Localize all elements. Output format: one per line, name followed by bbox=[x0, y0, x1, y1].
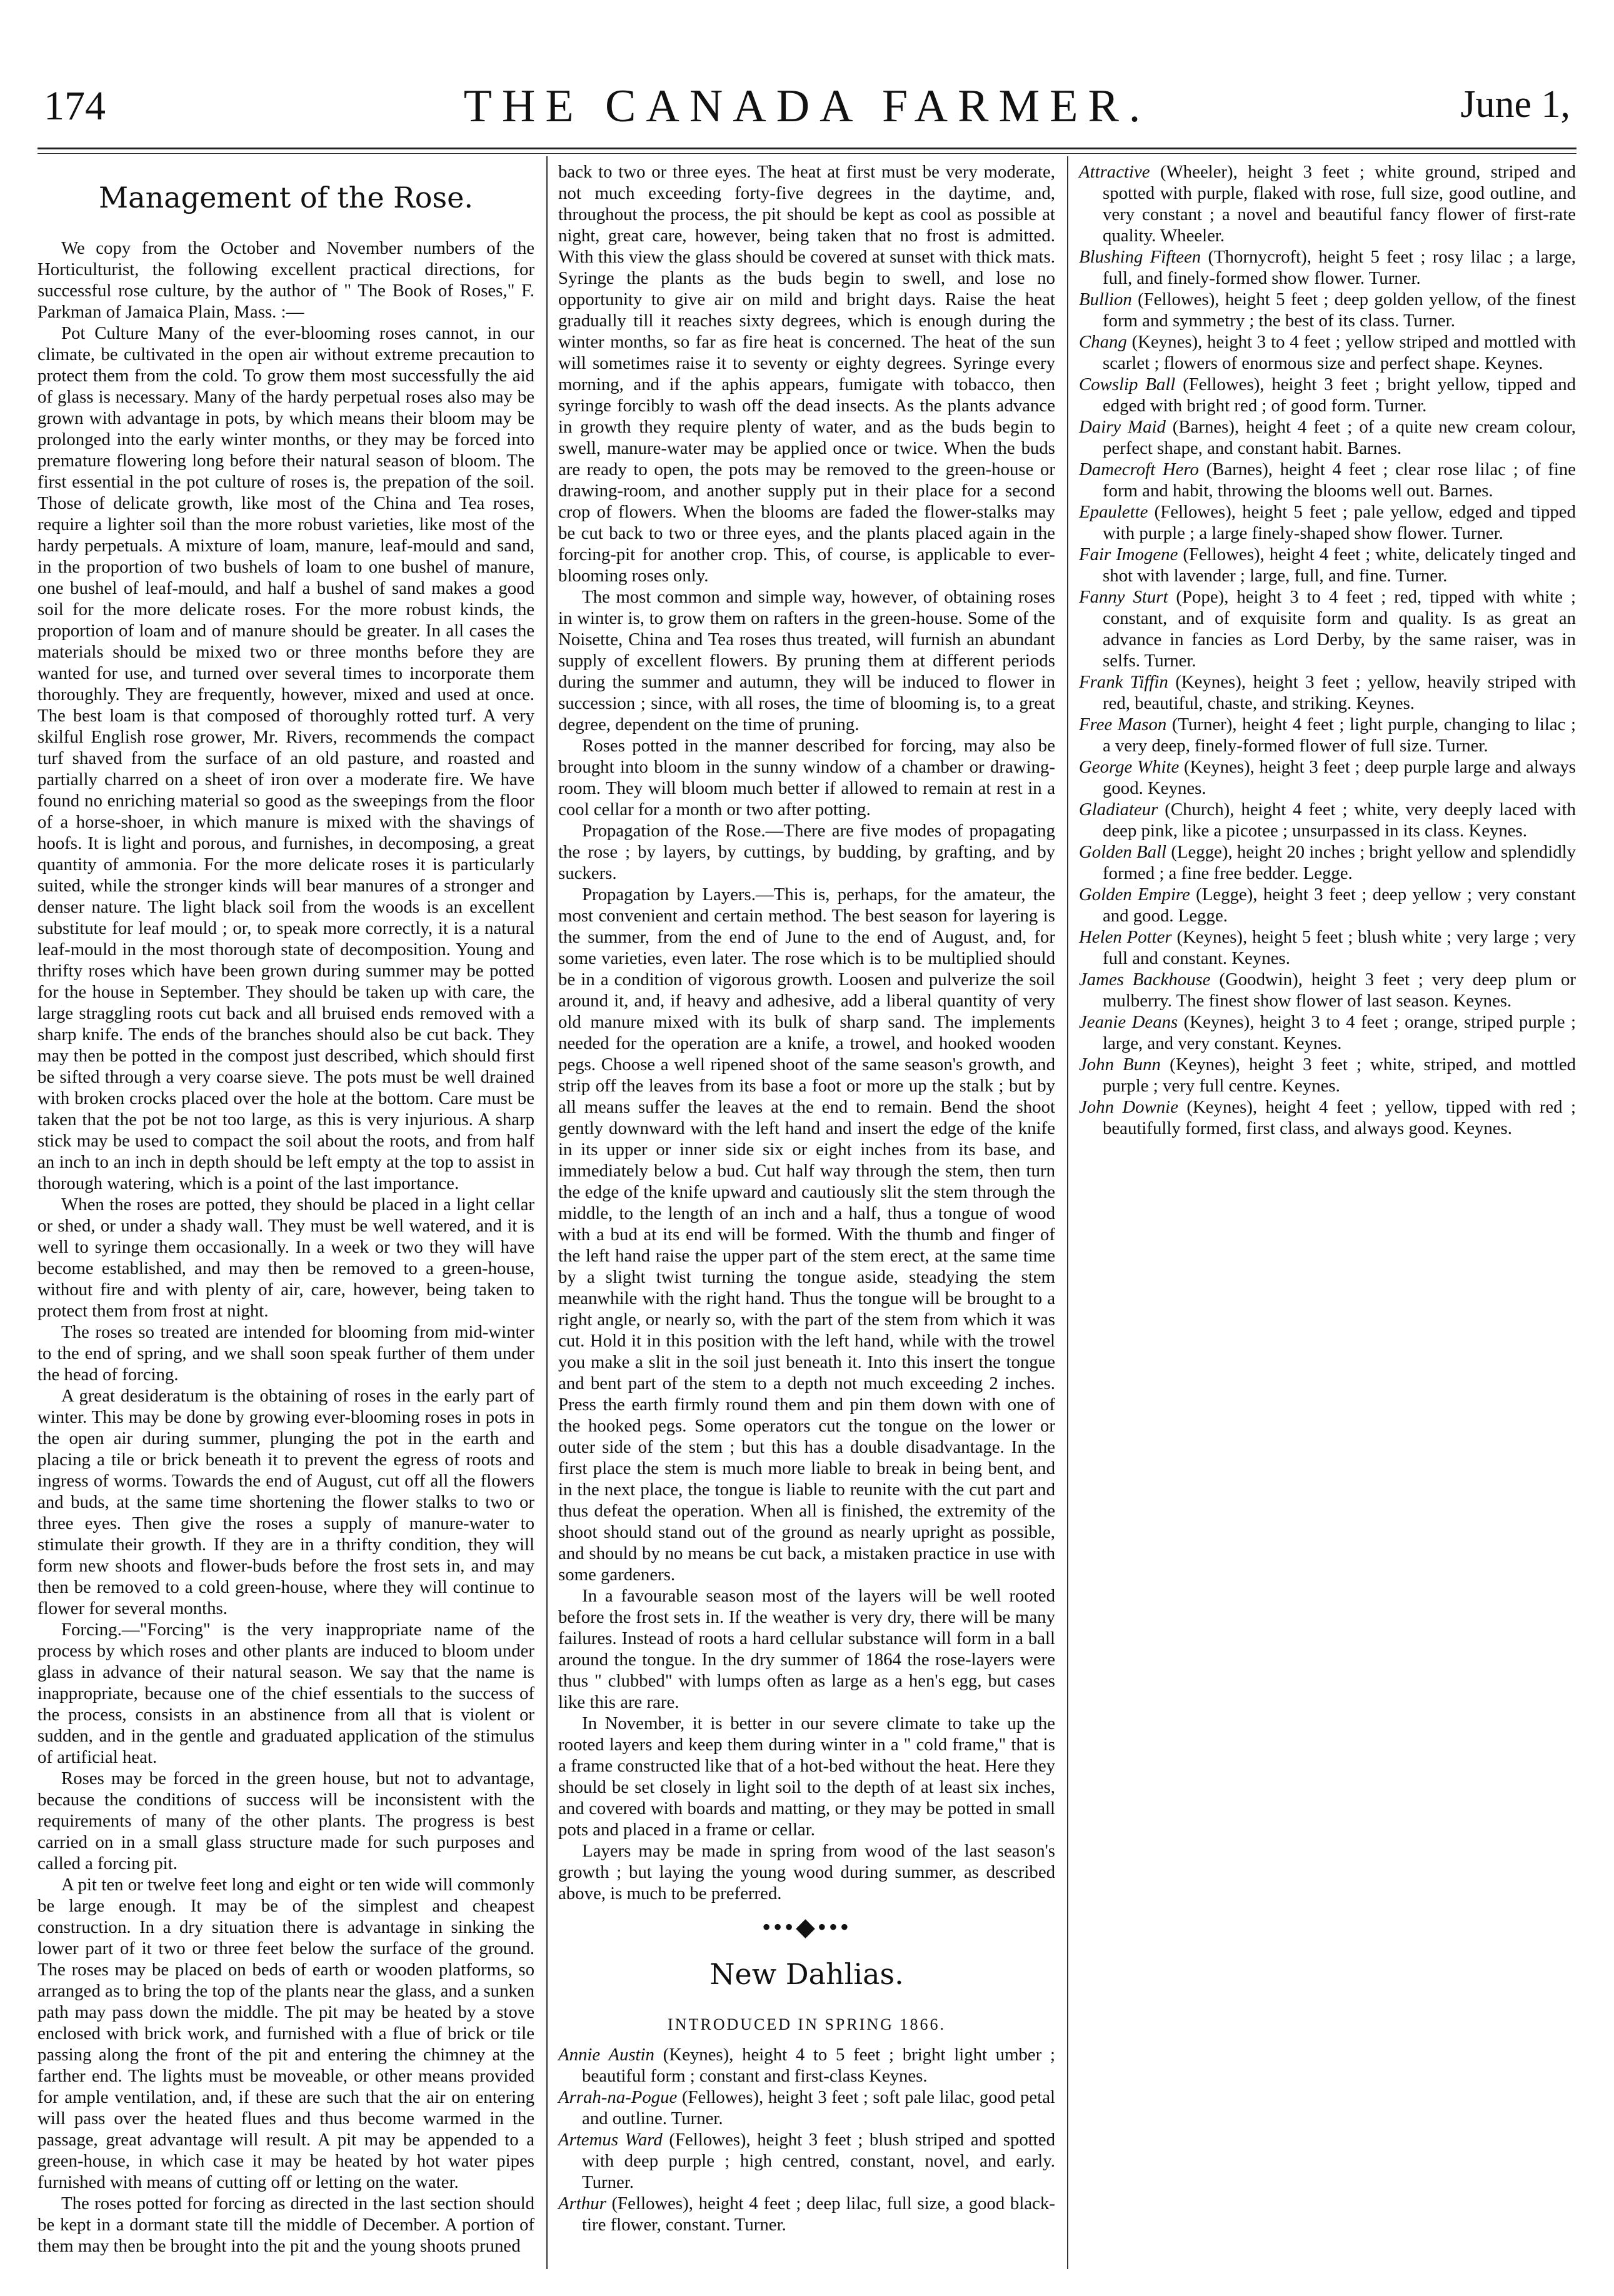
article-paragraph: Roses potted in the manner described for forcing, may also be brought into bloom in the sunny window of a chamber or drawing-room. They will bloom much better if allowed to remain at rest in a cool cellar for a month or two after potting. bbox=[558, 736, 1055, 820]
article-paragraph: Layers may be made in spring from wood of the last season's growth ; but laying the young wood during summer, as described above, is much to be preferred. bbox=[558, 1841, 1055, 1903]
article-title: Management of the Rose. bbox=[99, 181, 473, 214]
dahlia-entry bbox=[1079, 586, 1576, 671]
variety-description: (Fellowes), height 3 feet ; bright yellow, tipped and edged with bright red ; of good form. Turner. bbox=[1103, 374, 1576, 416]
variety-description: (Fellowes), height 3 feet ; blush striped and spotted with deep purple ; high centred, constant, novel, and early. Turner. bbox=[582, 2130, 1055, 2192]
dahlia-entry bbox=[1079, 799, 1576, 841]
variety-name: Blushing Fifteen bbox=[1079, 247, 1201, 267]
column-2 bbox=[558, 161, 1055, 2235]
variety-name: Annie Austin bbox=[558, 2045, 654, 2065]
article-paragraph: We copy from the October and November numbers of the Horticulturist, the following excellent practical directions, for successful rose culture, by the author of " The Book of Roses," F. Parkman of Jamaica Plain, Mass. :— bbox=[38, 238, 534, 322]
article-subtitle: INTRODUCED IN SPRING 1866. bbox=[668, 2015, 946, 2033]
dahlia-entry bbox=[1079, 926, 1576, 969]
dahlia-entry bbox=[1079, 246, 1576, 289]
article-paragraph: In a favourable season most of the layers will be well rooted before the frost sets in. If the weather is very dry, there will be many failures. Instead of roots a hard cellular substance will form in a ball around the tongue. In the dry summer of 1864 the rose-layers were thus " clubbed" with lumps often as large as a hen's egg, but cases like this are rare. bbox=[558, 1586, 1055, 1712]
article-paragraph: The roses so treated are intended for blooming from mid-winter to the end of spring, and we shall soon speak further of them under the head of forcing. bbox=[38, 1322, 534, 1385]
article-title: New Dahlias. bbox=[709, 1957, 904, 1991]
variety-name: Bullion bbox=[1079, 289, 1132, 309]
issue-date: June 1, bbox=[1460, 83, 1570, 126]
header-rule bbox=[38, 148, 1576, 154]
variety-description: (Fellowes), height 3 feet ; soft pale lilac, good petal and outline. Turner. bbox=[582, 2087, 1055, 2128]
dahlia-entry bbox=[1079, 671, 1576, 714]
variety-name: Artemus Ward bbox=[558, 2130, 663, 2150]
dahlia-entry bbox=[1079, 501, 1576, 544]
variety-description: (Fellowes), height 5 feet ; deep golden yellow, of the finest form and symmetry ; the best of its class. Turner. bbox=[1103, 289, 1576, 331]
variety-name: John Downie bbox=[1079, 1097, 1178, 1117]
dahlia-entry bbox=[1079, 331, 1576, 374]
variety-name: Chang bbox=[1079, 332, 1127, 352]
variety-description: (Keynes), height 3 feet ; yellow, heavily striped with red, beautiful, chaste, and striking. Keynes. bbox=[1103, 672, 1576, 713]
article-paragraph: Roses may be forced in the green house, but not to advantage, because the conditions of success will be inconsistent with the requirements of many of the other plants. The progress is best carried on in a small glass structure made for such purposes and called a forcing pit. bbox=[38, 1768, 534, 1873]
variety-name: Frank Tiffin bbox=[1079, 672, 1168, 692]
variety-description: (Pope), height 3 to 4 feet ; red, tipped with white ; constant, and of exquisite form and quality. Is as great an advance in fancies as Lord Derby, by the same raiser, was in selfs. Turner. bbox=[1103, 587, 1576, 671]
column-3 bbox=[1079, 161, 1576, 1139]
article-paragraph: Propagation by Layers.—This is, perhaps, for the amateur, the most convenient and certain method. The best season for layering is the summer, from the end of June to the end of August, and, for some varieties, even later. The rose which is to be multiplied should be in a condition of vigorous growth. Loosen and pulverize the soil around it, and, if heavy and adhesive, add a liberal quantity of very old manure mixed with its bulk of sharp sand. The implements needed for the operation are a knife, a trowel, and hooked wooden pegs. Choose a well ripened shoot of the same season's growth, and strip off the leaves from its base a foot or more up the stalk ; but by all means suffer the leaves at the end to remain. Bend the shoot gently downward with the left hand and insert the edge of the knife in its upper or inner side six or eight inches from its base, and immediately below a bud. Cut half way through the stem, then turn the edge of the knife upward and cautiously slit the stem through the middle, to the length of an inch and a half, thus a tongue of wood with a bud at its end will be formed. With the thumb and finger of the left hand raise the upper part of the stem erect, at the same time by a slight twist turning the tongue aside, steadying the stem meanwhile with the right hand. Thus the tongue will be brought to a right angle, or nearly so, with the part of the stem from which it was cut. Hold it in this position with the left hand, while with the trowel you make a slit in the soil just beneath it. Into this insert the tongue and bent part of the stem to a depth not much exceeding 2 inches. Press the earth firmly round them and pin them down with one of the hooked pegs. Some operators cut the tongue on the lower or outer side of the stem ; but this has a double disadvantage. In the first place the stem is much more liable to break in being bent, and in the next place, the tongue is liable to reunite with the cut part and thus defeat the operation. When all is finished, the extremity of the shoot should stand out of the ground as nearly upright as possible, and should by no means be cut back, a mistaken practice in use with some gardeners. bbox=[558, 885, 1055, 1585]
dahlia-entry bbox=[1079, 756, 1576, 799]
variety-name: James Backhouse bbox=[1079, 970, 1211, 990]
article-paragraph-continued: back to two or three eyes. The heat at first must be very moderate, not much exceeding forty-five degrees in the daytime, and, throughout the process, the pit should be kept as cool as possible at night, great care, however, being taken that no frost is admitted. With this view the glass should be covered at sunset with thick mats. Syringe the plants as the buds begin to swell, and lose no opportunity to give air on mild and bright days. Raise the heat gradually till it reaches sixty degrees, which is enough during the winter months, so far as fire heat is concerned. The heat of the sun will sometimes raise it to seventy or eighty degrees. Syringe every morning, and if the aphis appears, fumigate with tobacco, then syringe forcibly to wash off the dead insects. As the plants advance in growth they require plenty of water, and as the buds begin to swell, manure-water may be applied once or twice. When the buds are ready to open, the pots may be removed to the green-house or drawing-room, and another supply put in their place for a second crop of flowers. When the blooms are faded the flower-stalks may be cut back to two or three eyes, and the plants placed again in the forcing-pit for another crop. This, of course, is applicable to ever-blooming roses only. bbox=[558, 162, 1055, 586]
article-paragraph: A pit ten or twelve feet long and eight or ten wide will commonly be large enough. It may be of the simplest and cheapest construction. In a dry situation there is advantage in sinking the lower part of it two or three feet below the surface of the ground. The roses may be placed on beds of earth or wooden platforms, so arranged as to bring the top of the plants near the glass, and a sunken path may pass down the middle. The pit may be heated by a stove enclosed with brick work, and furnished with a flue of brick or tile passing along the front of the pit and entering the chimney at the farther end. The lights must be moveable, or other means provided for ample ventilation, and, if these are such that the air on entering will pass over the heated flues and thus become warmed in the passage, great advantage will result. A pit may be appended to a green-house, in which case it may be heated by hot water pipes furnished with means of cutting off or letting on the water. bbox=[38, 1875, 534, 2192]
article-paragraph: A great desideratum is the obtaining of roses in the early part of winter. This may be done by growing ever-blooming roses in pots in the open air during summer, plunging the pot in the earth and placing a tile or brick beneath it to prevent the egress of roots and ingress of worms. Towards the end of August, cut off all the flowers and buds, at the same time shortening the flower stalks to two or three eyes. Then give the roses a supply of manure-water to stimulate their growth. If they are in a thrifty condition, they will form new shoots and flower-buds before the frost sets in, and may then be removed to a cold green-house, where they will continue to flower for several months. bbox=[38, 1386, 534, 1618]
article-paragraph: When the roses are potted, they should be placed in a light cellar or shed, or under a shady wall. They must be well watered, and it is well to syringe them occasionally. In a week or two they will have become established, and may then be removed to a green-house, without fire and with plenty of air, care, however, being taken to protect them from frost at night. bbox=[38, 1195, 534, 1321]
dahlia-entry bbox=[1079, 459, 1576, 501]
dahlia-entry bbox=[1079, 1096, 1576, 1139]
dahlia-entry bbox=[1079, 544, 1576, 586]
newspaper-title: THE CANADA FARMER. bbox=[463, 81, 1151, 132]
column-divider bbox=[546, 156, 548, 2269]
variety-description: (Wheeler), height 3 feet ; white ground, striped and spotted with purple, flaked with rose, full size, good outline, and very constant ; a novel and beautiful fancy flower of first-rate quality. Wheeler. bbox=[1103, 162, 1576, 246]
variety-description: (Barnes), height 4 feet ; of a quite new cream colour, perfect shape, and constant habit. Barnes. bbox=[1103, 417, 1576, 458]
dahlia-entry bbox=[558, 2193, 1055, 2235]
article-paragraph: Forcing.—"Forcing" is the very inappropriate name of the process by which roses and other plants are induced to bloom under glass in advance of their natural season. We say that the name is inappropriate, because one of the chief essentials to the success of the process, consists in an abstinence from all that is violent or sudden, and in the gentle and graduated application of the stimulus of artificial heat. bbox=[38, 1620, 534, 1767]
variety-description: (Keynes), height 3 to 4 feet ; orange, striped purple ; large, and very constant. Keynes. bbox=[1103, 1012, 1576, 1053]
variety-description: (Legge), height 3 feet ; deep yellow ; very constant and good. Legge. bbox=[1103, 885, 1576, 926]
variety-description: (Fellowes), height 4 feet ; deep lilac, full size, a good black-tire flower, constant. Turner. bbox=[582, 2193, 1055, 2235]
variety-description: (Church), height 4 feet ; white, very deeply laced with deep pink, like a picotee ; unsurpassed in its class. Keynes. bbox=[1103, 800, 1576, 841]
dahlia-entry bbox=[1079, 714, 1576, 756]
variety-name: Arrah-na-Pogue bbox=[558, 2087, 678, 2107]
variety-description: (Thornycroft), height 5 feet ; rosy lilac ; a large, full, and finely-formed show flower. Turner. bbox=[1103, 247, 1576, 288]
variety-name: Cowslip Ball bbox=[1079, 374, 1176, 394]
column-1 bbox=[38, 161, 534, 2257]
dahlia-entry bbox=[1079, 289, 1576, 331]
variety-description: (Keynes), height 4 to 5 feet ; bright light umber ; beautiful form ; constant and first-class Keynes. bbox=[582, 2045, 1055, 2086]
variety-name: John Bunn bbox=[1079, 1055, 1161, 1075]
variety-name: Fair Imogene bbox=[1079, 544, 1178, 564]
dahlia-entry bbox=[1079, 1011, 1576, 1054]
variety-name: Jeanie Deans bbox=[1079, 1012, 1178, 1032]
section-ornament: •••◆••• bbox=[762, 1913, 851, 1941]
dahlia-entry bbox=[1079, 374, 1576, 416]
dahlia-entry bbox=[558, 2044, 1055, 2087]
variety-name: Dairy Maid bbox=[1079, 417, 1166, 437]
article-paragraph: Pot Culture Many of the ever-blooming roses cannot, in our climate, be cultivated in the open air without extreme precaution to protect them from the cold. To grow them most successfully the aid of glass is necessary. Many of the hardy perpetual roses also may be grown with advantage in pots, by which means their bloom may be prolonged into the early winter months, or they may be forced into premature flowering long before their natural season of bloom. The first essential in the pot culture of roses is, the prepation of the soil. Those of delicate growth, like most of the China and Tea roses, require a lighter soil than the more robust varieties, like most of the hardy perpetuals. A mixture of loam, manure, leaf-mould and sand, in the proportion of two bushels of loam to one bushel of manure, one bushel of leaf-mould, and half a bushel of sand makes a good soil for the more delicate roses. For the more robust kinds, the proportion of loam and of manure should be greater. In all cases the materials should be mixed two or three months before they are wanted for use, and turned over several times to incorporate them thoroughly. They are frequently, however, mixed and used at once. The best loam is that composed of thoroughly rotted turf. A very skilful English rose grower, Mr. Rivers, recommends the compact turf shaved from the surface of an old pasture, and roasted and partially charred on a sheet of iron over a moderate fire. We have found no enriching material so good as the sweepings from the floor of a horse-shoer, in which manure is mixed with the shavings of hoofs. It is light and porous, and furnishes, in decomposing, a great quantity of ammonia. For the more delicate roses it is particularly suited, while the stronger kinds will bear manures of a stronger and denser nature. The light black soil from the woods is an excellent substitute for leaf mould ; or, to speak more correctly, it is a natural leaf-mould in the most thorough state of decomposition. Young and thrifty roses which have been grown during summer may be potted for the house in September. They should be taken up with care, the large straggling roots cut back and all bruised ends removed with a sharp knife. The ends of the branches should also be cut back. They may then be potted in the compost just described, which should first be sifted through a very coarse sieve. The pots must be well drained with broken crocks placed over the hole at the bottom. Care must be taken that the pot be not too large, as this is very injurious. A sharp stick may be used to compact the soil about the roots, and from half an inch to an inch in depth should be left empty at the top to assist in thorough watering, which is a point of the last importance. bbox=[38, 323, 534, 1193]
variety-description: (Keynes), height 4 feet ; yellow, tipped with red ; beautifully formed, first class, and always good. Keynes. bbox=[1103, 1097, 1576, 1138]
article-paragraph: The most common and simple way, however, of obtaining roses in winter is, to grow them on rafters in the green-house. Some of the Noisette, China and Tea roses thus treated, will furnish an abundant supply of excellent flowers. By pruning them at different periods during the summer and autumn, they will be induced to flower in succession ; since, with all roses, the time of blooming is, to a great degree, dependent on the time of pruning. bbox=[558, 587, 1055, 734]
article-paragraph: Propagation of the Rose.—There are five modes of propagating the rose ; by layers, by cuttings, by budding, by grafting, and by suckers. bbox=[558, 821, 1055, 883]
variety-name: Fanny Sturt bbox=[1079, 587, 1168, 607]
variety-description: (Keynes), height 3 to 4 feet ; yellow striped and mottled with scarlet ; flowers of enormous size and perfect shape. Keynes. bbox=[1103, 332, 1576, 373]
variety-description: (Keynes), height 3 feet ; deep purple large and always good. Keynes. bbox=[1103, 757, 1576, 798]
masthead bbox=[38, 69, 1576, 144]
dahlia-entry bbox=[1079, 161, 1576, 246]
variety-name: George White bbox=[1079, 757, 1180, 777]
page-number: 174 bbox=[44, 83, 106, 129]
article-paragraph: The roses potted for forcing as directed in the last section should be kept in a dormant state till the middle of December. A portion of them may then be brought into the pit and the young shoots pruned bbox=[38, 2193, 534, 2256]
variety-name: Helen Potter bbox=[1079, 927, 1172, 947]
dahlia-entry bbox=[1079, 1054, 1576, 1096]
variety-description: (Fellowes), height 4 feet ; white, delicately tinged and shot with lavender ; large, full, and fine. Turner. bbox=[1103, 544, 1576, 586]
variety-name: Free Mason bbox=[1079, 714, 1167, 734]
variety-description: (Keynes), height 3 feet ; white, striped, and mottled purple ; very full centre. Keynes. bbox=[1103, 1055, 1576, 1096]
variety-description: (Keynes), height 5 feet ; blush white ; very large ; very full and constant. Keynes. bbox=[1103, 927, 1576, 968]
dahlia-entry bbox=[1079, 884, 1576, 926]
dahlia-entry bbox=[558, 2129, 1055, 2193]
article-paragraph: In November, it is better in our severe climate to take up the rooted layers and keep them during winter in a " cold frame," that is a frame constructed like that of a hot-bed without the heat. Here they should be set closely in light soil to the depth of at least six inches, and covered with boards and matting, or they may be potted in small pots and placed in a frame or cellar. bbox=[558, 1713, 1055, 1840]
variety-description: (Barnes), height 4 feet ; clear rose lilac ; of fine form and habit, throwing the blooms well out. Barnes. bbox=[1103, 459, 1576, 501]
dahlia-entry bbox=[1079, 841, 1576, 884]
variety-name: Golden Empire bbox=[1079, 885, 1190, 905]
dahlia-entry bbox=[1079, 416, 1576, 459]
variety-name: Arthur bbox=[558, 2193, 606, 2213]
variety-name: Epaulette bbox=[1079, 502, 1148, 522]
variety-name: Gladiateur bbox=[1079, 800, 1158, 820]
variety-name: Attractive bbox=[1079, 162, 1150, 182]
variety-description: (Fellowes), height 5 feet ; pale yellow, edged and tipped with purple ; a large finely-shaped show flower. Turner. bbox=[1103, 502, 1576, 543]
variety-description: (Turner), height 4 feet ; light purple, changing to lilac ; a very deep, finely-formed flower of full size. Turner. bbox=[1103, 714, 1576, 756]
column-divider bbox=[1067, 156, 1068, 2269]
dahlia-entry bbox=[1079, 969, 1576, 1011]
variety-name: Golden Ball bbox=[1079, 842, 1167, 862]
variety-description: (Goodwin), height 3 feet ; very deep plum or mulberry. The finest show flower of last season. Keynes. bbox=[1103, 970, 1576, 1011]
variety-description: (Legge), height 20 inches ; bright yellow and splendidly formed ; a fine free bedder. Legge. bbox=[1103, 842, 1576, 883]
dahlia-entry bbox=[558, 2087, 1055, 2129]
variety-name: Damecroft Hero bbox=[1079, 459, 1199, 479]
